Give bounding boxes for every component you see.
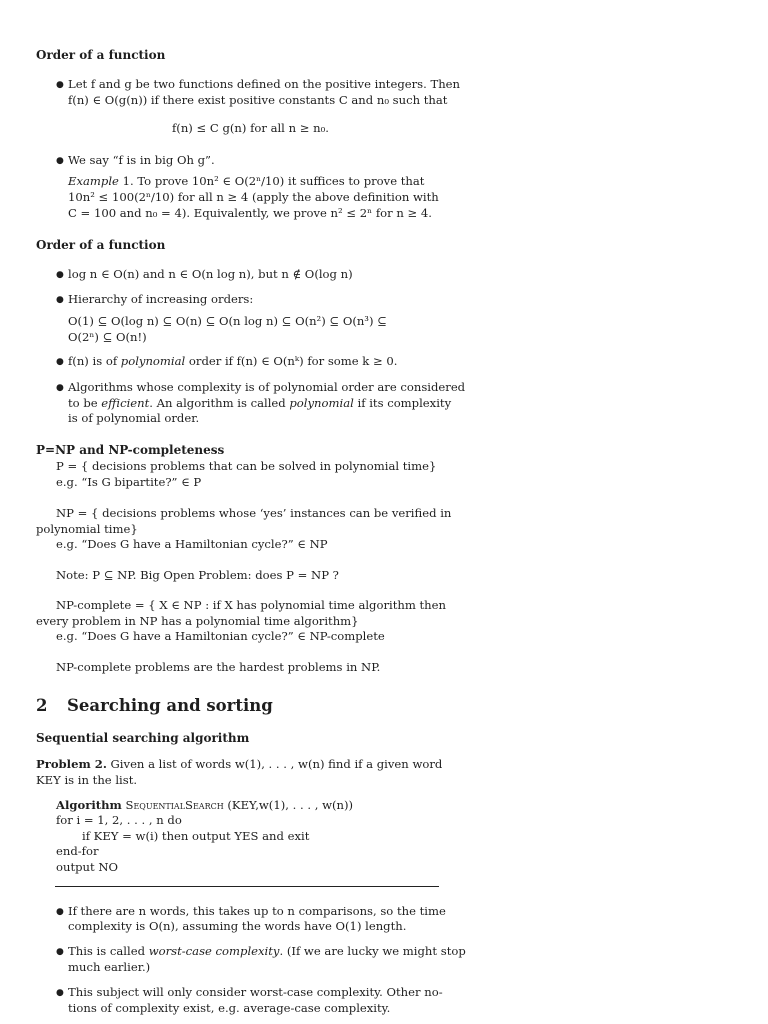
problem-line-1: [36, 757, 442, 773]
comment-3-line-2: tions of complexity exist, e.g. average-case complexity.: [68, 1001, 391, 1015]
polynomial-order-pre: f(n) is of: [68, 354, 121, 368]
algorithm-line-for: for i = 1, 2, . . . , n do: [56, 813, 182, 827]
polynomial-term: polynomial: [120, 354, 186, 368]
section-heading-order-1: Order of a function: [36, 48, 166, 62]
example-text-1: 1. To prove 10n² ∈ O(2ⁿ/10) it suffices to prove that: [122, 174, 425, 188]
section-heading-order-2: Order of a function: [36, 238, 166, 252]
algorithm-args: (KEY,w(1), . . . , w(n)): [223, 798, 354, 812]
big-oh-statement: We say “f is in big Oh g”.: [68, 153, 215, 167]
bullet-icon: ●: [56, 80, 64, 90]
example-line-2: 10n² ≤ 100(2ⁿ/10) for all n ≥ 4 (apply the above definition with: [68, 190, 439, 204]
example-line-1: [68, 174, 424, 190]
efficient-line-2: [68, 396, 451, 412]
polynomial-order-line: [68, 354, 397, 370]
section-title: Searching and sorting: [67, 696, 273, 715]
efficient-term: efficient: [101, 396, 150, 410]
algorithm-header: [56, 798, 353, 814]
bullet-icon: ●: [56, 295, 64, 305]
comment-2-line-1: [68, 944, 466, 960]
bullet-icon: ●: [56, 947, 64, 957]
bullet-icon: ●: [56, 907, 64, 917]
efficient-mid: . An algorithm is called: [149, 396, 290, 410]
log-order-statement: log n ∈ O(n) and n ∈ O(n log n), but n ∉ O(log n): [68, 267, 353, 281]
algorithm-line-endfor: end-for: [56, 844, 99, 858]
example-label: Example: [68, 174, 119, 188]
section-number: 2: [36, 696, 48, 715]
efficient-line-1: Algorithms whose complexity is of polynomial order are considered: [68, 380, 466, 394]
bullet-icon: ●: [56, 357, 64, 367]
bullet-icon: ●: [56, 988, 64, 998]
algorithm-label: Algorithm: [56, 798, 122, 812]
horizontal-rule: [55, 886, 439, 887]
bullet-icon: ●: [56, 156, 64, 166]
comment-1-line-1: If there are n words, this takes up to n comparisons, so the time: [68, 904, 446, 918]
comment-3-line-1: This subject will only consider worst-case complexity. Other no-: [68, 985, 443, 999]
efficient-pre: to be: [68, 396, 102, 410]
hierarchy-line-2: O(2ⁿ) ⊆ O(n!): [68, 330, 147, 344]
efficient-line-3: is of polynomial order.: [68, 411, 200, 425]
polynomial-order-post: order if f(n) ∈ O(nᵏ) for some k ≥ 0.: [185, 354, 398, 368]
np-definition-line-1: NP = { decisions problems whose ‘yes’ instances can be verified in: [56, 506, 452, 520]
hierarchy-heading: Hierarchy of increasing orders:: [68, 292, 254, 306]
comment-2-line-2: much earlier.): [68, 960, 151, 974]
comment-2-pre: This is called: [68, 944, 149, 958]
comment-1-line-2: complexity is O(n), assuming the words have O(1) length.: [68, 919, 407, 933]
np-definition-line-2: polynomial time}: [36, 522, 138, 536]
algorithm-name: SequentialSearch: [125, 798, 224, 812]
p-definition: P = { decisions problems that can be solved in polynomial time}: [56, 459, 437, 473]
algorithm-line-output: output NO: [56, 860, 118, 874]
problem-text: Given a list of words w(1), . . . , w(n) find if a given word: [106, 757, 443, 771]
npc-example: e.g. “Does G have a Hamiltonian cycle?” ∈ NP-complete: [56, 629, 385, 643]
definition-equation: f(n) ≤ C g(n) for all n ≥ n₀.: [172, 121, 329, 135]
bullet-icon: ●: [56, 270, 64, 280]
definition-line-2: f(n) ∈ O(g(n)) if there exist positive constants C and n₀ such that: [68, 93, 448, 107]
npc-definition-line-1: NP-complete = { X ∈ NP : if X has polynomial time algorithm then: [56, 598, 446, 612]
npc-hardest-statement: NP-complete problems are the hardest problems in NP.: [56, 660, 381, 674]
p-np-note: Note: P ⊆ NP. Big Open Problem: does P = NP ?: [56, 568, 339, 582]
npc-definition-line-2: every problem in NP has a polynomial time algorithm}: [36, 614, 359, 628]
example-line-3: C = 100 and n₀ = 4). Equivalently, we prove n² ≤ 2ⁿ for n ≥ 4.: [68, 206, 432, 220]
comment-2-post: . (If we are lucky we might stop: [279, 944, 466, 958]
hierarchy-line-1: O(1) ⊆ O(log n) ⊆ O(n) ⊆ O(n log n) ⊆ O(n²) ⊆ O(n³) ⊆: [68, 314, 387, 328]
p-example: e.g. “Is G bipartite?” ∈ P: [56, 475, 202, 489]
bullet-icon: ●: [56, 383, 64, 393]
subsection-heading: Sequential searching algorithm: [36, 731, 250, 745]
efficient-post: if its complexity: [353, 396, 452, 410]
algorithm-line-if: if KEY = w(i) then output YES and exit: [82, 829, 310, 843]
definition-line-1: Let f and g be two functions defined on the positive integers. Then: [68, 77, 461, 91]
np-example: e.g. “Does G have a Hamiltonian cycle?” ∈ NP: [56, 537, 328, 551]
problem-label: Problem 2.: [36, 757, 107, 771]
section-heading-pnp: P=NP and NP-completeness: [36, 443, 225, 457]
problem-line-2: KEY is in the list.: [36, 773, 138, 787]
worst-case-term: worst-case complexity: [148, 944, 280, 958]
polynomial-algorithm-term: polynomial: [289, 396, 354, 410]
